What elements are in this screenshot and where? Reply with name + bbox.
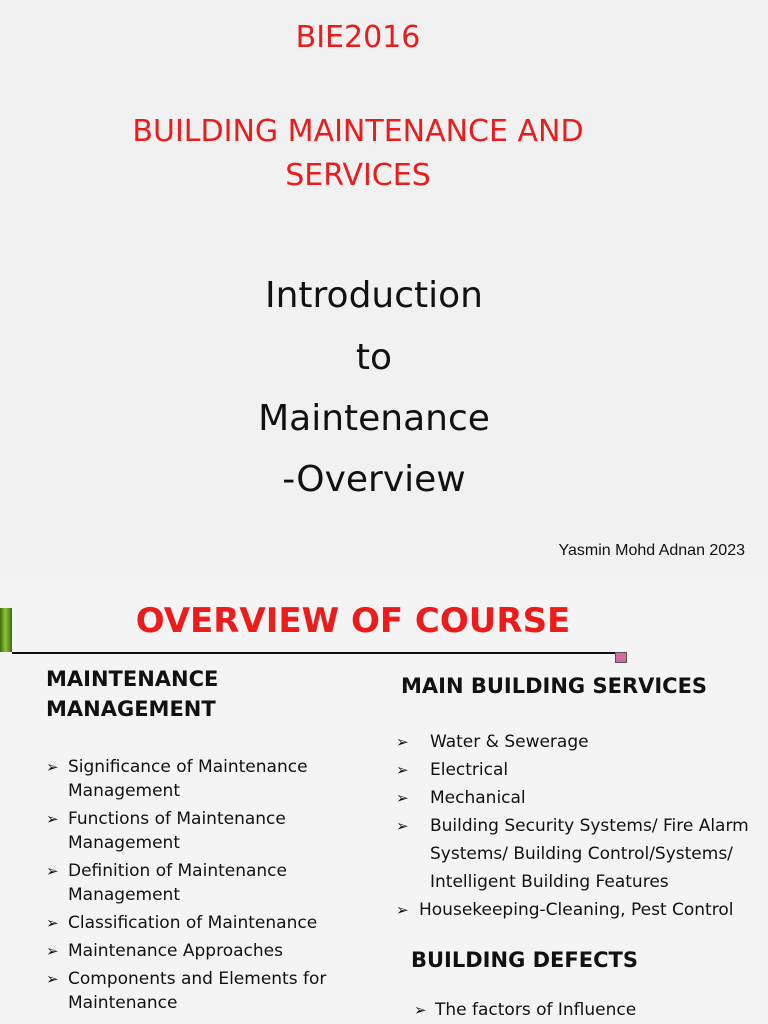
maintenance-topics-list — [46, 755, 346, 1019]
course-title-line: BUILDING MAINTENANCE AND — [132, 114, 584, 149]
list-item — [46, 859, 346, 907]
arrow-bullet-icon: ➢ — [46, 810, 59, 828]
list-item — [46, 755, 346, 803]
list-item-text: Electrical — [430, 760, 509, 780]
list-item-text: Significance of Maintenance Management — [68, 757, 308, 801]
list-item-text: Components and Elements for Maintenance — [68, 969, 327, 1013]
list-item — [46, 911, 346, 935]
list-item-text: Housekeeping-Cleaning, Pest Control — [419, 900, 734, 920]
list-item-text: Water & Sewerage — [430, 732, 589, 752]
list-item-text: Mechanical — [430, 788, 526, 808]
intro-line: Introduction — [264, 275, 483, 316]
intro-line: -Overview — [282, 459, 466, 500]
building-services-list — [396, 728, 768, 924]
list-item — [396, 784, 768, 812]
arrow-bullet-icon: ➢ — [396, 733, 409, 751]
building-defects-list — [414, 996, 754, 1024]
divider-end-marker — [615, 652, 627, 663]
heading-line: MANAGEMENT — [46, 697, 216, 721]
list-item — [396, 812, 768, 896]
arrow-bullet-icon: ➢ — [46, 942, 59, 960]
arrow-bullet-icon: ➢ — [396, 901, 409, 919]
list-item — [46, 807, 346, 855]
intro-line: to — [355, 337, 393, 378]
list-item-text: Classification of Maintenance — [68, 913, 318, 933]
arrow-bullet-icon: ➢ — [396, 789, 409, 807]
overview-title: OVERVIEW OF COURSE — [135, 601, 571, 641]
maintenance-management-heading — [46, 664, 218, 724]
author-credit: Yasmin Mohd Adnan 2023 — [558, 542, 745, 559]
arrow-bullet-icon: ➢ — [414, 1001, 427, 1019]
list-item — [414, 996, 754, 1024]
list-item-text: Building Security Systems/ Fire Alarm Systems/ Building Control/Systems/ Intelligent Building Features — [430, 816, 749, 892]
intro-line: Maintenance — [258, 398, 490, 439]
title-divider — [12, 652, 616, 654]
arrow-bullet-icon: ➢ — [46, 914, 59, 932]
list-item-text: Maintenance Approaches — [68, 941, 283, 961]
list-item — [46, 967, 346, 1015]
list-item-text: The factors of Influence — [435, 1000, 637, 1020]
course-title — [0, 110, 716, 198]
overview-slide — [0, 576, 768, 1024]
building-defects-heading: BUILDING DEFECTS — [411, 948, 638, 972]
list-item-text: Definition of Maintenance Management — [68, 861, 287, 905]
course-title-line: SERVICES — [285, 158, 431, 193]
list-item — [46, 939, 346, 963]
list-item — [396, 728, 768, 756]
arrow-bullet-icon: ➢ — [46, 758, 59, 776]
arrow-bullet-icon: ➢ — [396, 761, 409, 779]
heading-line: MAINTENANCE — [46, 667, 219, 691]
building-services-heading: MAIN BUILDING SERVICES — [401, 674, 708, 698]
course-code: BIE2016 — [295, 20, 421, 55]
list-item — [396, 896, 768, 924]
arrow-bullet-icon: ➢ — [46, 862, 59, 880]
list-item — [396, 756, 768, 784]
arrow-bullet-icon: ➢ — [46, 970, 59, 988]
list-item-text: Functions of Maintenance Management — [68, 809, 286, 853]
arrow-bullet-icon: ➢ — [396, 817, 409, 835]
